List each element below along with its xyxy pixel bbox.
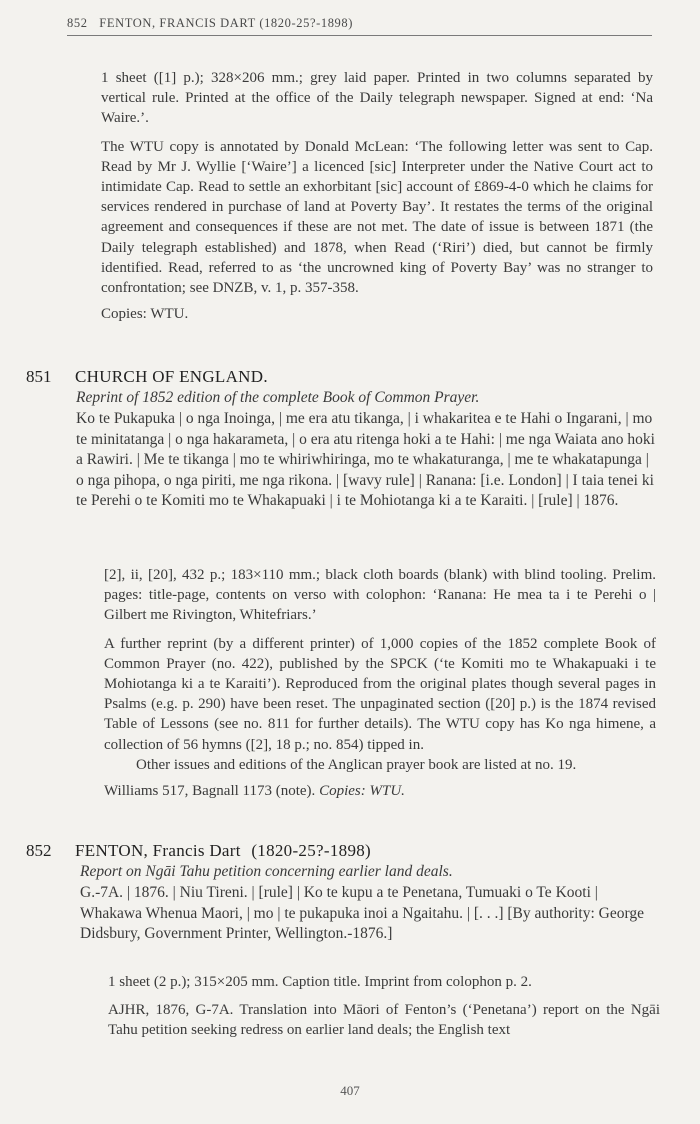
entry-851-number: 851 [26, 367, 52, 386]
prev-entry-copies: Copies: WTU. [101, 306, 189, 323]
entry-851-references: Williams 517, Bagnall 1173 (note). [104, 783, 316, 800]
prev-entry-note: The WTU copy is annotated by Donald McLean: ‘The following letter was sent to Cap. Read by Mr J. Wyllie [‘Waire’] a licenced [sic] Interpreter under the Native Court act to intimidate Cap. Read to settle an exhorbitant [sic] account of £869-4-0 which he claims for services rendered in purchase of land at Poverty Bay’. It restates the terms of the original agreement and consequences if these are not met. The date of issue is between 1871 (the Daily telegraph established) and 1878, when Read (‘Riri’) died, but cannot be firmly identified. Read, referred to as ‘the uncrowned king of Poverty Bay’ was no stranger to confrontation; see DNZB, v. 1, p. 357-358. [101, 138, 653, 297]
running-header [67, 16, 652, 36]
prev-entry-description: 1 sheet ([1] p.); 328×206 mm.; grey laid paper. Printed in two columns separated by vertical rule. Printed at the office of the Daily telegraph newspaper. Signed at end: ‘Na Waire.’. [101, 70, 653, 127]
entry-851-copies: Copies: WTU. [319, 783, 405, 800]
entry-852-description: 1 sheet (2 p.); 315×205 mm. Caption title. Imprint from colophon p. 2. [108, 974, 532, 990]
entry-851-heading: CHURCH OF ENGLAND. [75, 367, 268, 386]
entry-852-title-block [80, 862, 650, 945]
entry-852-heading-name: FENTON, Francis Dart [75, 841, 241, 860]
entry-851-title: Reprint of 1852 edition of the complete Book of Common Prayer. [76, 389, 480, 406]
entry-852-details [108, 972, 660, 1049]
entry-851-description: [2], ii, [20], 432 p.; 183×110 mm.; black cloth boards (blank) with blind tooling. Prelim. pages: title-page, contents on verso with colophon: ‘Ranana: He mea ta i te Perehi o | Gilbert me Rivington, Whitefriars.’ [104, 567, 656, 624]
header-page-number: 852 [67, 16, 88, 30]
entry-852-note: AJHR, 1876, G-7A. Translation into Māori of Fenton’s (‘Penetana’) report on the Ngāi Tahu petition seeking redress on earlier land deals; the English text [108, 1002, 660, 1039]
prev-entry [101, 68, 653, 332]
header-text: FENTON, FRANCIS DART (1820-25?-1898) [99, 16, 354, 30]
page-number: 407 [340, 1083, 360, 1098]
entry-851-details [104, 565, 656, 809]
entry-852-heading-dates: (1820-25?-1898) [251, 841, 372, 860]
entry-851-refs [104, 781, 656, 801]
entry-852-title: Report on Ngāi Tahu petition concerning earlier land deals. [80, 863, 453, 880]
entry-851-note: A further reprint (by a different printer) of 1,000 copies of the 1852 complete Book of Common Prayer (no. 422), published by the SPCK (‘te Komiti mo te Whakapuaki i te Mohiotanga ki a te Karaiti’). Reproduced from the original plates though several pages in Psalms (e.g. p. 290) have been reset. The unpaginated section ([20] p.) is the 1874 revised Table of Lessons (see no. 811 for further details). The WTU copy has Ko nga himene, a collection of 56 hymns ([2], 18 p.; no. 854) tipped in. [104, 635, 656, 753]
entry-852-number: 852 [26, 841, 52, 860]
entry-852-heading [75, 841, 371, 861]
entry-851-transcription: Ko te Pukapuka | o nga Inoinga, | me era atu tikanga, | i whakaritea e te Hahi o Ingarani, | mo te minitatanga | o nga hakarameta, | o era atu ritenga hoki a te Hahi: | me nga Waiata ano hoki a Rawiri. | Me te tikanga | mo te whiriwhiringa, mo te whakaturanga, | me te whakatapunga | o nga pihopa, o nga piriti, me nga rikona. | [wavy rule] | Ranana: [i.e. London] | I taia tenei ki te Perehi o te Komiti mo te Whakapuaki | i te Mohiotanga ki a te Karaiti. | [rule] | 1876. [76, 410, 655, 510]
entry-851-title-block [76, 388, 656, 511]
entry-851-note2: Other issues and editions of the Anglican prayer book are listed at no. 19. [136, 756, 577, 773]
entry-852-transcription: G.-7A. | 1876. | Niu Tireni. | [rule] | Ko te kupu a te Penetana, Tumuaki o Te Kooti | Whakawa Whenua Maori, | mo | te pukapuka inoi a Ngaitahu. | [. . .] [By authority: George Didsbury, Government Printer, Wellington.-1876.] [80, 884, 644, 943]
